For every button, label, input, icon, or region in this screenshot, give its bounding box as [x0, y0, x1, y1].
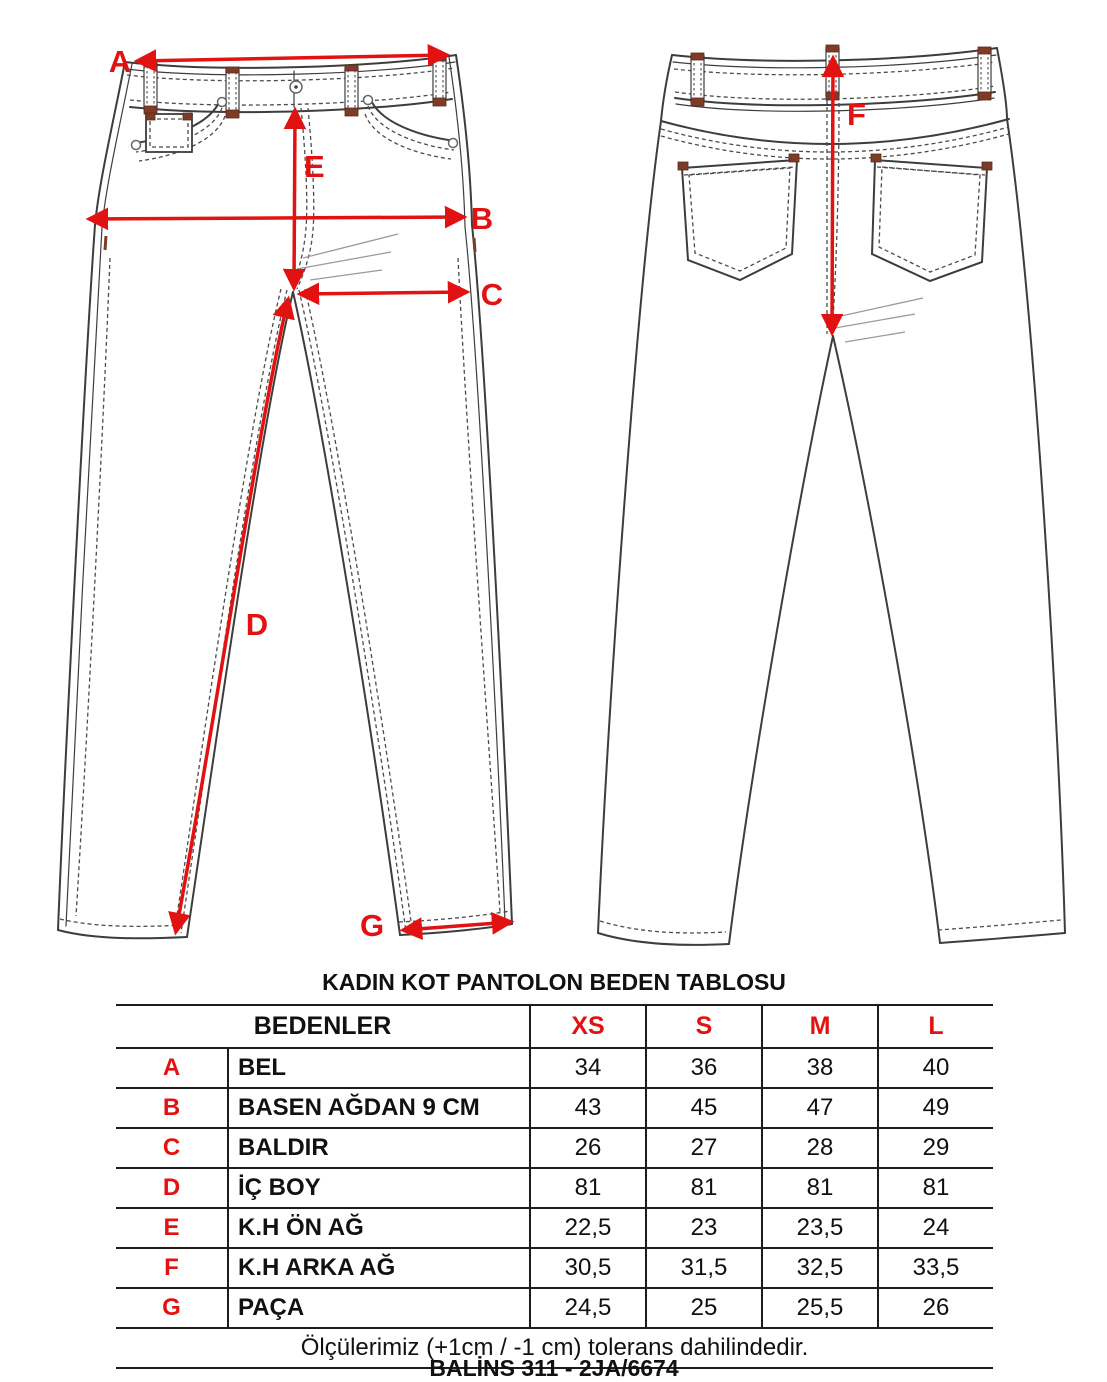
table-row — [116, 1088, 993, 1128]
row-label: K.H ÖN AĞ — [228, 1208, 530, 1248]
cell-value: 26 — [530, 1128, 646, 1168]
table-row — [116, 1248, 993, 1288]
row-letter: A — [116, 1048, 228, 1088]
cell-value: 34 — [530, 1048, 646, 1088]
measure-arrow-e — [294, 111, 295, 287]
header-size-s: S — [646, 1005, 762, 1048]
cell-value: 25,5 — [762, 1288, 878, 1328]
header-size-m: M — [762, 1005, 878, 1048]
cell-value: 29 — [878, 1128, 993, 1168]
row-label: K.H ARKA AĞ — [228, 1248, 530, 1288]
cell-value: 28 — [762, 1128, 878, 1168]
measure-label-f: F — [847, 97, 866, 132]
measure-label-d: D — [245, 607, 269, 642]
cell-value: 81 — [646, 1168, 762, 1208]
measure-label-e: E — [304, 149, 325, 184]
cell-value: 81 — [530, 1168, 646, 1208]
cell-value: 38 — [762, 1048, 878, 1088]
row-letter: G — [116, 1288, 228, 1328]
header-size-l: L — [878, 1005, 993, 1048]
row-letter: E — [116, 1208, 228, 1248]
row-letter: F — [116, 1248, 228, 1288]
header-bedenler: BEDENLER — [116, 1005, 530, 1048]
row-letter: C — [116, 1128, 228, 1168]
row-label: BEL — [228, 1048, 530, 1088]
table-row — [116, 1168, 993, 1208]
model-code: BALİNS 311 - 2JA/6674 — [429, 1355, 679, 1381]
cell-value: 24,5 — [530, 1288, 646, 1328]
measure-arrow-b — [90, 217, 463, 219]
jeans-back-diagram — [575, 28, 1085, 968]
row-label: BASEN AĞDAN 9 CM — [228, 1088, 530, 1128]
tolerance-note: Ölçülerimiz (+1cm / -1 cm) tolerans dahilindedir. — [116, 1328, 993, 1368]
measure-arrow-f — [832, 59, 833, 332]
cell-value: 40 — [878, 1048, 993, 1088]
measure-label-g: G — [359, 908, 385, 943]
measure-label-c: C — [480, 277, 504, 312]
header-size-xs: XS — [530, 1005, 646, 1048]
table-row — [116, 1288, 993, 1328]
front-scribble-marks — [297, 234, 398, 280]
measure-arrow-c — [301, 292, 466, 294]
table-row — [116, 1128, 993, 1168]
table-row — [116, 1048, 993, 1088]
page-title: KADIN KOT PANTOLON BEDEN TABLOSU — [322, 969, 786, 995]
front-measure-arrows — [90, 44, 510, 943]
row-label: İÇ BOY — [228, 1168, 530, 1208]
cell-value: 27 — [646, 1128, 762, 1168]
cell-value: 23,5 — [762, 1208, 878, 1248]
cell-value: 23 — [646, 1208, 762, 1248]
cell-value: 36 — [646, 1048, 762, 1088]
row-label: BALDIR — [228, 1128, 530, 1168]
size-table — [116, 1004, 993, 1369]
cell-value: 81 — [762, 1168, 878, 1208]
row-letter: B — [116, 1088, 228, 1128]
measure-label-b: B — [470, 201, 494, 236]
back-scribble-marks — [835, 298, 923, 342]
cell-value: 43 — [530, 1088, 646, 1128]
size-table-header-row — [116, 1005, 993, 1048]
cell-value: 32,5 — [762, 1248, 878, 1288]
cell-value: 26 — [878, 1288, 993, 1328]
row-letter: D — [116, 1168, 228, 1208]
back-yoke-seam — [661, 119, 1009, 159]
front-waistband — [125, 55, 456, 112]
jeans-front-diagram — [50, 28, 530, 968]
cell-value: 25 — [646, 1288, 762, 1328]
cell-value: 24 — [878, 1208, 993, 1248]
table-row — [116, 1208, 993, 1248]
cell-value: 49 — [878, 1088, 993, 1128]
front-pockets — [105, 96, 475, 253]
back-pockets — [678, 154, 992, 281]
cell-value: 81 — [878, 1168, 993, 1208]
cell-value: 47 — [762, 1088, 878, 1128]
measure-arrow-a — [138, 55, 446, 61]
cell-value: 33,5 — [878, 1248, 993, 1288]
cell-value: 22,5 — [530, 1208, 646, 1248]
cell-value: 30,5 — [530, 1248, 646, 1288]
row-label: PAÇA — [228, 1288, 530, 1328]
measure-label-a: A — [108, 44, 132, 79]
front-outline — [58, 55, 512, 938]
coin-pocket — [146, 113, 192, 152]
cell-value: 31,5 — [646, 1248, 762, 1288]
cell-value: 45 — [646, 1088, 762, 1128]
